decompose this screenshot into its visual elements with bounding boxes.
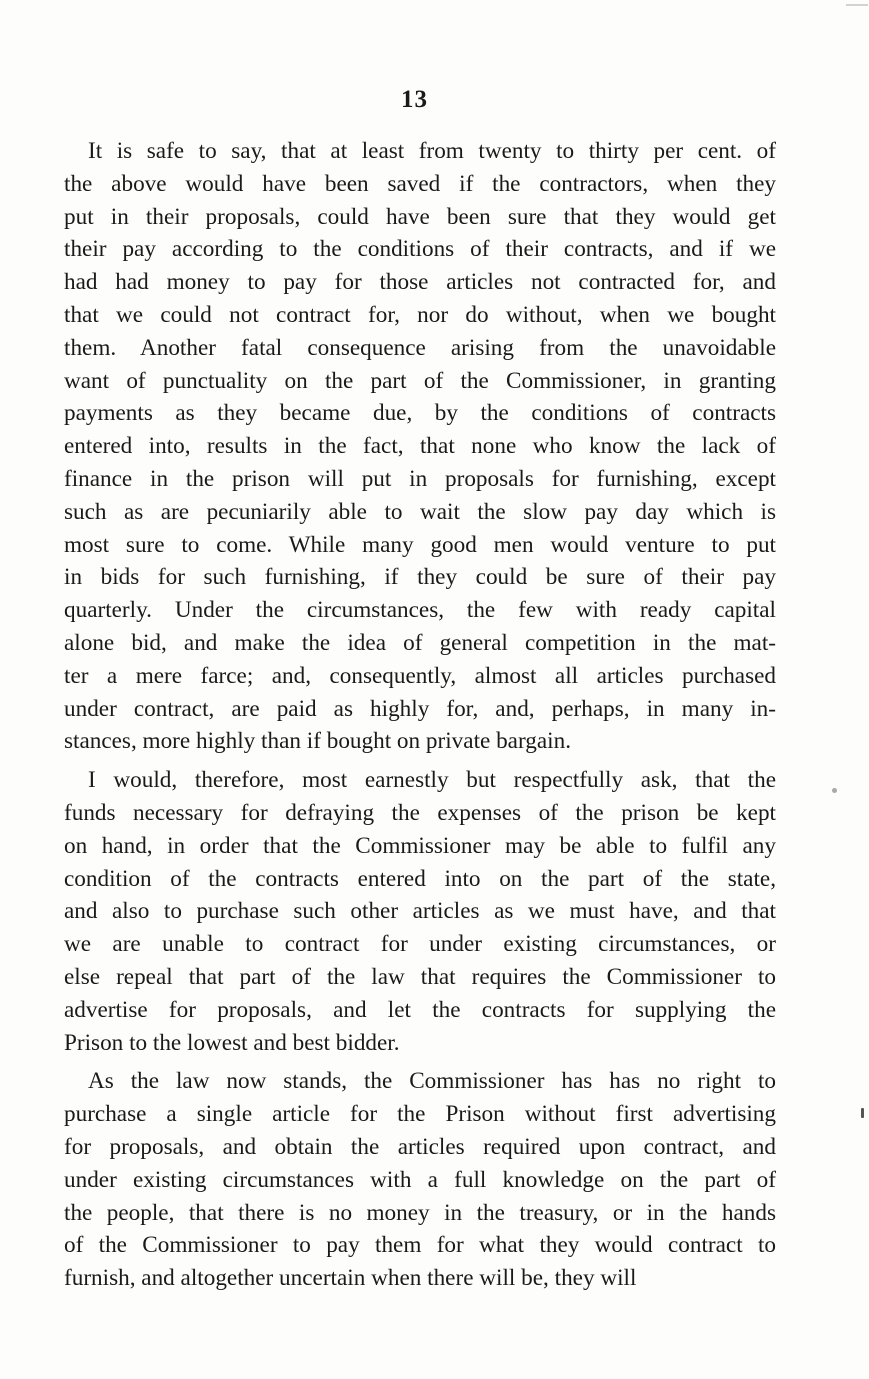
text-line: of the Commissioner to pay them for what they would contract to <box>64 1232 776 1259</box>
text-line: under existing circumstances with a full knowledge on the part of <box>64 1166 776 1193</box>
text-line: stances, more highly than if bought on private bargain. <box>64 728 571 755</box>
text-line: the people, that there is no money in the treasury, or in the hands <box>64 1199 776 1226</box>
text-line: furnish, and altogether uncertain when there will be, they will <box>64 1265 637 1292</box>
text-line: most sure to come. While many good men would venture to put <box>64 531 776 558</box>
text-line: ter a mere farce; and, consequently, almost all articles purchased <box>64 662 776 689</box>
paragraph-2 <box>64 764 776 1059</box>
scan-mark <box>832 788 837 793</box>
text-line: want of punctuality on the part of the Commissioner, in granting <box>64 367 776 394</box>
text-line: else repeal that part of the law that requires the Commissioner to <box>64 963 776 990</box>
text-line: for proposals, and obtain the articles required upon contract, and <box>64 1133 776 1160</box>
scan-mark <box>846 4 868 6</box>
text-line: As the law now stands, the Commissioner has has no right to <box>88 1068 776 1095</box>
paragraph-1 <box>64 135 776 758</box>
text-line: condition of the contracts entered into on the part of the state, <box>64 865 776 892</box>
text-line: finance in the prison will put in proposals for furnishing, except <box>64 465 776 492</box>
text-line: we are unable to contract for under existing circumstances, or <box>64 931 776 958</box>
text-line: their pay according to the conditions of their contracts, and if we <box>64 236 776 263</box>
scan-mark <box>861 1108 864 1118</box>
text-line: quarterly. Under the circumstances, the few with ready capital <box>64 597 776 624</box>
page-number: 13 <box>401 86 428 113</box>
text-line: such as are pecuniarily able to wait the slow pay day which is <box>64 498 776 525</box>
body-text <box>64 135 776 1295</box>
text-line: advertise for proposals, and let the contracts for supplying the <box>64 996 776 1023</box>
text-line: Prison to the lowest and best bidder. <box>64 1029 400 1056</box>
text-line: under contract, are paid as highly for, and, perhaps, in many in- <box>64 695 776 722</box>
text-line: payments as they became due, by the conditions of contracts <box>64 400 776 427</box>
text-line: in bids for such furnishing, if they could be sure of their pay <box>64 564 776 591</box>
text-line: them. Another fatal consequence arising from the unavoidable <box>64 334 776 361</box>
text-line: entered into, results in the fact, that none who know the lack of <box>64 433 776 460</box>
text-line: had had money to pay for those articles not contracted for, and <box>64 269 776 296</box>
text-line: funds necessary for defraying the expenses of the prison be kept <box>64 799 776 826</box>
text-line: alone bid, and make the idea of general competition in the mat- <box>64 629 776 656</box>
text-line: and also to purchase such other articles as we must have, and that <box>64 898 776 925</box>
paragraph-3 <box>64 1065 776 1295</box>
text-line: It is safe to say, that at least from twenty to thirty per cent. of <box>88 138 776 164</box>
text-line: the above would have been saved if the contractors, when they <box>64 170 776 197</box>
text-line: I would, therefore, most earnestly but respectfully ask, that the <box>88 767 776 794</box>
text-line: purchase a single article for the Prison without first advertising <box>64 1101 776 1128</box>
text-line: that we could not contract for, nor do without, when we bought <box>64 301 776 328</box>
text-line: put in their proposals, could have been sure that they would get <box>64 203 776 230</box>
text-line: on hand, in order that the Commissioner may be able to fulfil any <box>64 832 776 859</box>
